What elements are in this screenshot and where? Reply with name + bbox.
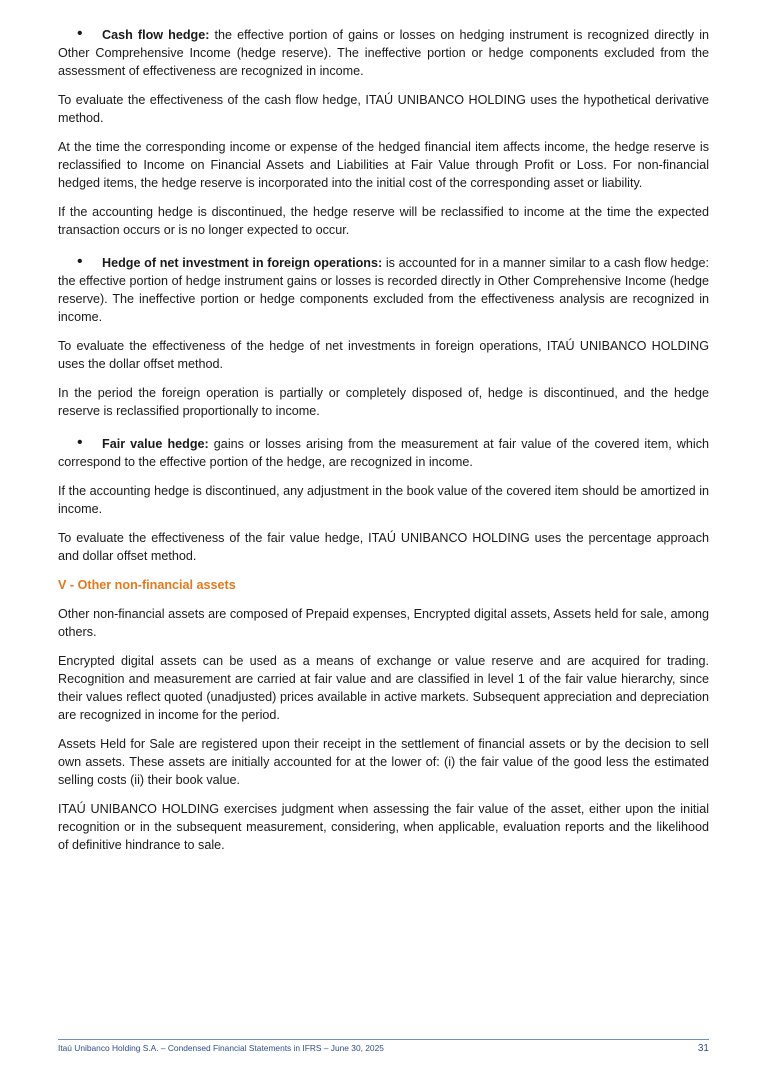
cash-flow-hedge-label: Cash flow hedge: — [102, 28, 210, 42]
net-investment-hedge-text: is accounted for in a manner similar to a cash flow hedge: the effective portion of hedge instrument gains or losses is recorded directly in Other Comprehensive Income (hedge reserve). The ineffective portion or hedge components excluded from the effectiveness analysis are recognized in income. — [58, 256, 709, 324]
footer-text: Itaú Unibanco Holding S.A. – Condensed Financial Statements in IFRS – June 30, 2025 — [58, 1043, 384, 1053]
cash-flow-hedge-bullet — [58, 26, 709, 80]
net-investment-paragraph-1: To evaluate the effectiveness of the hedge of net investments in foreign operations, ITAÚ UNIBANCO HOLDING uses the dollar offset method. — [58, 339, 709, 371]
fair-value-hedge-label: Fair value hedge: — [102, 437, 209, 451]
cash-flow-hedge-text: the effective portion of gains or losses on hedging instrument is recognized directly in Other Comprehensive Income (hedge reserve). The ineffective portion or hedge components excluded from the assessment of effectiveness are recognized in income. — [58, 28, 709, 78]
net-investment-hedge-label: Hedge of net investment in foreign operations: — [102, 256, 383, 270]
net-investment-paragraph-2: In the period the foreign operation is partially or completely disposed of, hedge is discontinued, and the hedge reserve is reclassified proportionally to income. — [58, 386, 709, 418]
section-v-paragraph-4: ITAÚ UNIBANCO HOLDING exercises judgment when assessing the fair value of the asset, either upon the initial recognition or in the subsequent measurement, considering, when applicable, evaluation reports and the likelihood of definitive hindrance to sale. — [58, 802, 709, 852]
section-v-paragraph-2: Encrypted digital assets can be used as a means of exchange or value reserve and are acquired for trading. Recognition and measurement are carried at fair value and are classified in level 1 of the fair value hierarchy, since their values reflect quoted (unadjusted) prices available in active markets. Subsequent appreciation and depreciation are recognized in income for the period. — [58, 654, 709, 722]
fair-value-hedge-text: gains or losses arising from the measurement at fair value of the covered item, which correspond to the effective portion of the hedge, are recognized in income. — [58, 437, 709, 469]
section-v-heading: V - Other non-financial assets — [58, 578, 236, 592]
page-footer — [58, 1039, 709, 1060]
document-page — [58, 26, 709, 865]
section-v-paragraph-3: Assets Held for Sale are registered upon their receipt in the settlement of financial assets or by the decision to sell own assets. These assets are initially accounted for at the lower of: (i) the fair value of the good less the estimated selling costs (ii) their book value. — [58, 737, 709, 787]
cash-flow-paragraph-1: To evaluate the effectiveness of the cash flow hedge, ITAÚ UNIBANCO HOLDING uses the hypothetical derivative method. — [58, 93, 709, 125]
bullet-icon: • — [77, 25, 83, 42]
page-number: 31 — [697, 1043, 709, 1054]
fair-value-paragraph-2: To evaluate the effectiveness of the fair value hedge, ITAÚ UNIBANCO HOLDING uses the percentage approach and dollar offset method. — [58, 531, 709, 563]
cash-flow-paragraph-2: At the time the corresponding income or expense of the hedged financial item affects income, the hedge reserve is reclassified to Income on Financial Assets and Liabilities at Fair Value through Profit or Loss. For non-financial hedged items, the hedge reserve is incorporated into the initial cost of the corresponding asset or liability. — [58, 140, 709, 190]
bullet-icon: • — [77, 434, 83, 451]
fair-value-paragraph-1: If the accounting hedge is discontinued, any adjustment in the book value of the covered item should be amortized in income. — [58, 484, 709, 516]
fair-value-hedge-bullet — [58, 435, 709, 471]
bullet-icon: • — [77, 253, 83, 270]
net-investment-hedge-bullet — [58, 254, 709, 326]
cash-flow-paragraph-3: If the accounting hedge is discontinued, the hedge reserve will be reclassified to income at the time the expected transaction occurs or is no longer expected to occur. — [58, 205, 709, 237]
section-v-paragraph-1: Other non-financial assets are composed of Prepaid expenses, Encrypted digital assets, Assets held for sale, among others. — [58, 607, 709, 639]
